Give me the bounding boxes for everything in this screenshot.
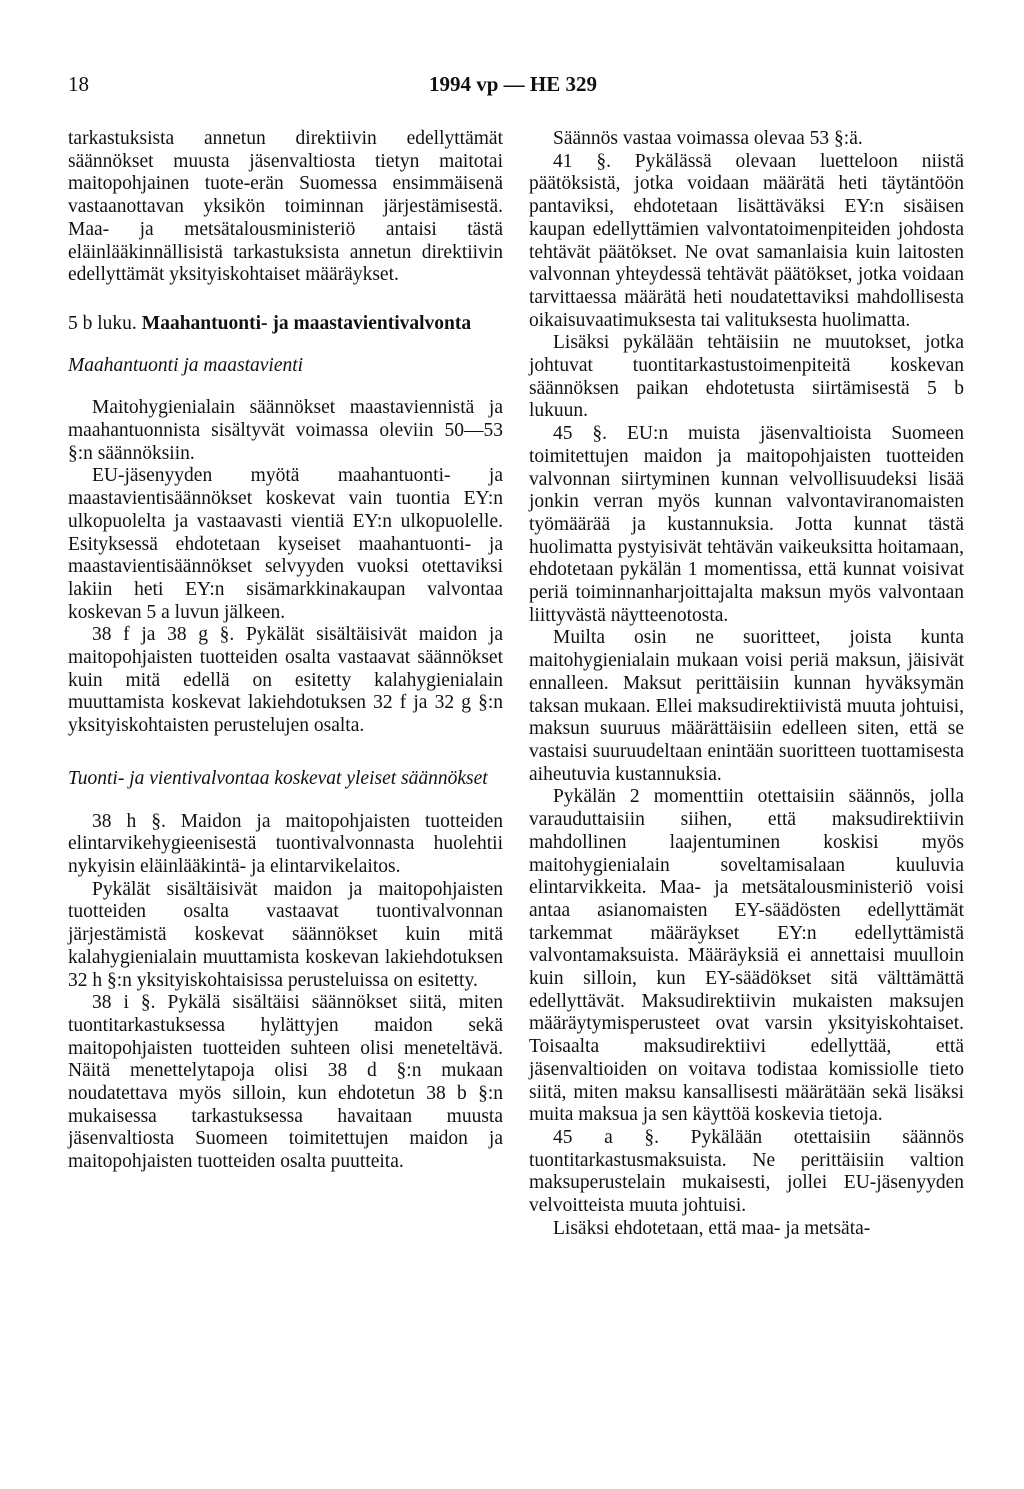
- paragraph: tarkastuksista annetun direktiivin edellyttämät säännökset muusta jäsenvaltiosta tietyn maitotai maitopohjainen tuote-erän Suomessa ensimmäisenä vastaanottavan yksikön toiminnan järjestämisestä. Maa- ja metsätalousministeriö antaisi tästä eläinlääkinnällisistä tarkastuksista annetun direktiivin edellyttämät yksityiskohtaiset määräykset.: [68, 128, 503, 286]
- journal-reference: 1994 vp — HE 329: [428, 72, 598, 96]
- page-number: 18: [68, 72, 89, 96]
- section-subheading: Maahantuonti ja maastavienti: [68, 354, 304, 376]
- paragraph: EU-jäsenyyden myötä maahantuonti- ja maastavientisäännökset koskevat vain tuontia EY:n ulkopuolelta ja vastaavasti vientiä EY:n ulkopuolelle. Esityksessä ehdotetaan kyseiset maahantuonti- ja maastavientisäännökset selvyyden vuoksi otettaviksi lakiin heti EY:n sisämarkkinakaupan valvontaa koskevan 5 a luvun jälkeen.: [68, 465, 503, 623]
- paragraph: Maitohygienialain säännökset maastaviennistä ja maahantuonnista sisältyvät voimassa oleviin 50—53 §:n säännöksiin.: [68, 397, 503, 464]
- chapter-number: 5 b luku.: [68, 312, 137, 334]
- paragraph: Säännös vastaa voimassa olevaa 53 §:ä.: [553, 128, 863, 149]
- paragraph: 45 §. EU:n muista jäsenvaltioista Suomeen toimitettujen maidon ja maitopohjaisten tuotteiden valvonnan siirtyminen kunnan velvollisuudeksi lisää jonkin verran myös kunnan valvontaviranomaisten työmäärää ja kustannuksia. Jotta kunnat tästä huolimatta pystyisivät tehtävän vaikeuksitta hoitamaan, ehdotetaan pykälän 1 momentissa, että kunnat voisivat periä toiminnanharjoittajalta maksun myös valvontaan liittyvästä näytteenotosta.: [529, 423, 964, 626]
- paragraph: 41 §. Pykälässä olevaan luetteloon niistä päätöksistä, jotka voidaan määrätä heti täytäntöön pantaviksi, ehdotetaan lisättäväksi EY:n sisäisen kaupan edellyttämien valvontatoimenpiteiden johdosta tehtävät päätökset. Ne ovat samanlaisia kuin laitosten valvonnan yhteydessä tehtävät päätökset, jotka voidaan tarvittaessa määrätä heti noudatettaviksi mahdollisesta oikaisuvaatimuksesta tai valituksesta huolimatta.: [529, 150, 964, 331]
- paragraph: Pykälän 2 momenttiin otettaisiin säännös, jolla varauduttaisiin siihen, että maksudirektiivin mahdollinen laajentuminen koskisi myös maitohygienialain soveltamisalaan kuuluvia elintarvikkeita. Maa- ja metsätalousministeriö voisi antaa asianomaisten EY-säädösten edellyttämät tarkemmat määräykset EY:n edellyttämistä valvontamaksuista. Määräyksiä ei annettaisi muulloin kuin silloin, kun EY-säädökset sitä välttämättä edellyttävät. Maksudirektiivin mukaisten maksujen määräytymisperusteet ovat varsin yksityiskohtaiset. Toisaalta maksudirektiivi edellyttää, että jäsenvaltioiden on voitava todistaa komissiolle tieto siitä, miten maksu kansallisesti määrätään sekä lisäksi muita maksua ja sen käyttöä koskevia tietoja.: [529, 786, 964, 1126]
- chapter-title: Maahantuonti- ja maastavientivalvonta: [141, 312, 472, 334]
- running-head: [68, 72, 958, 102]
- paragraph: 38 i §. Pykälä sisältäisi säännökset siitä, miten tuontitarkastuksessa hylättyjen maidon sekä maitopohjaisten tuotteiden suhteen olisi meneteltävä. Näitä menettelytapoja olisi 38 d §:n mukaan noudatettava myös silloin, kun ehdotetun 38 b §:n mukaisessa tarkastuksessa havaitaan muusta jäsenvaltiosta Suomeen toimitettujen maidon ja maitopohjaisten tuotteiden osalta puutteita.: [68, 992, 503, 1173]
- section-subheading: Tuonti- ja vientivalvontaa koskevat yleiset säännökset: [68, 767, 488, 789]
- paragraph: 38 f ja 38 g §. Pykälät sisältäisivät maidon ja maitopohjaisten tuotteiden osalta vastaavat säännökset kuin mitä edellä on esitetty kalahygienialain muuttamista koskevat lakiehdotuksen 32 f ja 32 g §:n yksityiskohtaisten perustelujen osalta.: [68, 624, 503, 737]
- right-column: [529, 128, 964, 1240]
- chapter-heading: [68, 313, 503, 336]
- paragraph: Lisäksi pykälään tehtäisiin ne muutokset, jotka johtuvat tuontitarkastustoimenpiteitä koskevan säännöksen paikan ehdotetusta siirtämisestä 5 b lukuun.: [529, 332, 964, 422]
- left-column: [68, 128, 503, 1174]
- paragraph: 38 h §. Maidon ja maitopohjaisten tuotteiden elintarvikehygieenisestä tuontivalvonnasta huolehtii nykyisin eläinlääkintä- ja elintarvikelaitos.: [68, 810, 503, 877]
- paragraph: 45 a §. Pykälään otettaisiin säännös tuontitarkastusmaksuista. Ne perittäisiin valtion maksuperustelain mukaisesti, jollei EU-jäsenyyden velvoitteista muuta johtuisi.: [529, 1126, 964, 1217]
- paragraph: Muilta osin ne suoritteet, joista kunta maitohygienialain mukaan voisi periä maksun, jäisivät ennalleen. Maksut perittäisiin kunnan hyväksymän taksan mukaan. Ellei maksudirektiivistä muuta johtuisi, maksun suuruus määrättäisiin edelleen siten, että se vastaisi suuruudeltaan enintään suoritteen tuottamisesta aiheutuvia kustannuksia.: [529, 627, 964, 785]
- paragraph: Pykälät sisältäisivät maidon ja maitopohjaisten tuotteiden osalta vastaavat tuontivalvonnan järjestämistä koskevat säännökset kuin mitä kalahygienialain muuttamista koskevan lakiehdotuksen 32 h §:n yksityiskohtaisissa perusteluissa on esitetty.: [68, 878, 503, 991]
- paragraph: Lisäksi ehdotetaan, että maa- ja metsäta-: [553, 1217, 871, 1239]
